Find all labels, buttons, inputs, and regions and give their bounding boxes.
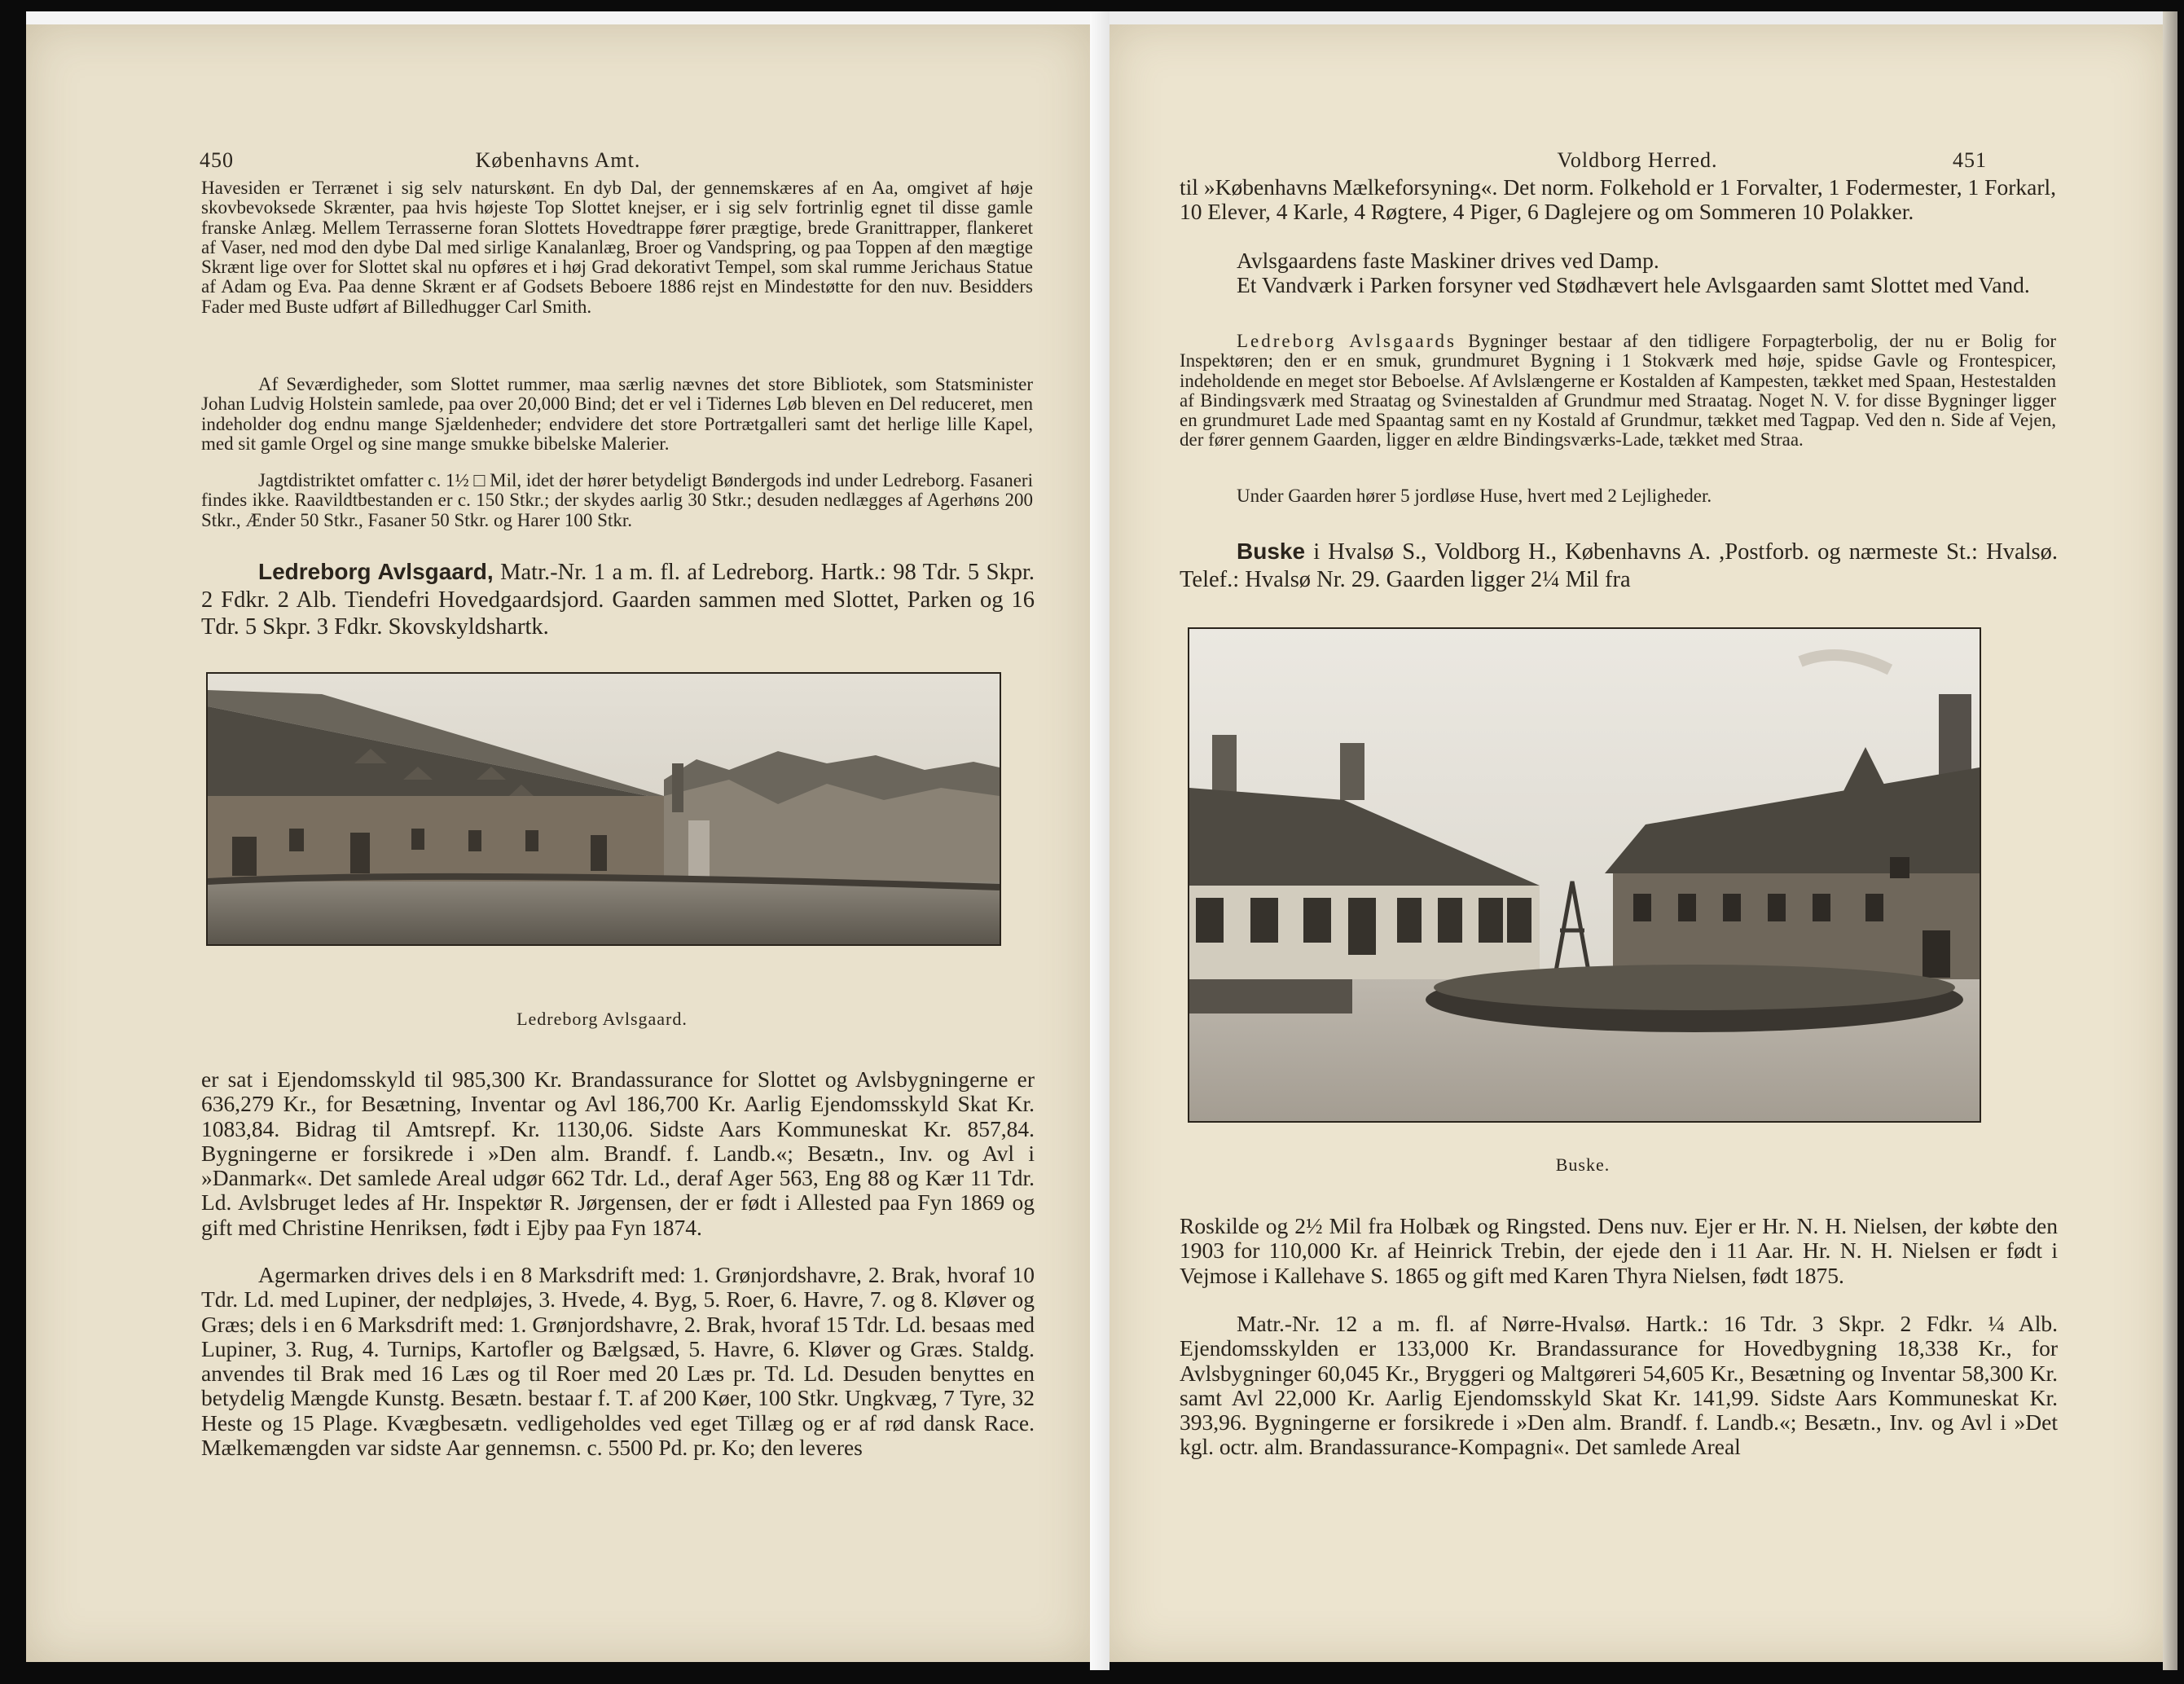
left-page bbox=[26, 24, 1090, 1662]
photo-ledreborg-image bbox=[208, 674, 1000, 944]
body-paragraph-1: Roskilde og 2½ Mil fra Holbæk og Ringsted. Dens nuv. Ejer er Hr. N. H. Nielsen, der købte den 1903 for 110,000 Kr. af Heinrick Trebin, der ejede den i 11 Aar. Hr. N. H. Nielsen er født i Vejmose i Kallehave S. 1865 og gift med Karen Thyra Nielsen, født 1875. bbox=[1180, 1213, 2058, 1288]
photo-buske-image bbox=[1189, 629, 1980, 1121]
photo-buske bbox=[1188, 627, 1981, 1123]
continuation-paragraph-3: Et Vandværk i Parken forsyner ved Stødhævert hele Avlsgaarden samt Slottet med Vand. bbox=[1237, 272, 2030, 297]
entry-ledreborg bbox=[201, 558, 1035, 641]
running-head: Københavns Amt. bbox=[475, 148, 641, 172]
bygninger-paragraph bbox=[1180, 332, 2056, 451]
huse-paragraph: Under Gaarden hører 5 jordløse Huse, hvert med 2 Lejligheder. bbox=[1237, 486, 1712, 506]
entry-name: Ledreborg Avlsgaard, bbox=[258, 559, 494, 584]
jagt-paragraph: Jagtdistriktet omfatter c. 1½ □ Mil, idet der hører betydeligt Bøndergods ind under Ledreborg. Fasaneri findes ikke. Raavildtbestanden er c. 150 Stkr.; der skydes aarlig 30 Stkr.; desuden nedlægges af Agerhøns 200 Stkr., Ænder 50 Stkr., Fasaner 50 Stkr. og Harer 100 Stkr. bbox=[201, 470, 1033, 530]
page-number: 450 bbox=[200, 148, 234, 172]
continuation-paragraph-2: Avlsgaardens faste Maskiner drives ved Damp. bbox=[1237, 248, 1659, 273]
photo-caption: Ledreborg Avlsgaard. bbox=[516, 1009, 688, 1029]
running-head: Voldborg Herred. bbox=[1557, 148, 1718, 172]
right-page bbox=[1110, 24, 2165, 1662]
body-paragraph-2: Matr.-Nr. 12 a m. fl. af Nørre-Hvalsø. Hartk.: 16 Tdr. 3 Skpr. 2 Fdkr. ¼ Alb. Ejendomsskylden er 133,000 Kr. Brandassurance for Hovedbygning 18,338 Kr., for Avlsbygninger 60,045 Kr., Bryggeri og Maltgøreri 54,605 Kr., Besætning og Inventar 58,300 Kr. samt Avl 22,000 Kr. Aarlig Ejendomsskyld Skat Kr. 141,99. Sidste Aars Kommuneskat Kr. 393,96. Bygningerne er forsikrede i »Den alm. Brandf. f. Landb.«; Besætn., Inv. og Avl i »Det kgl. octr. alm. Brandassurance-Kompagni«. Det samlede Areal bbox=[1180, 1311, 2058, 1460]
gutter bbox=[1090, 11, 1110, 1670]
photo-caption: Buske. bbox=[1555, 1154, 1611, 1175]
bygninger-text: Bygninger bestaar af den tidligere Forpagterbolig, der nu er Bolig for Inspektøren; den er en smuk, grundmuret Bygning i 1 Stokværk med høje, spidse Gavle og Frontespicer, indeholdende en meget stor Beboelse. Af Avlslængerne er Kostalden af Kampesten, tækket med Spaan, Hestestalden af Bindingsværk med Straatag og Svinestalden af Grundmur med Straatag. Noget N. V. for disse Bygninger ligger en grundmuret Lade med Spaantag samt en ny Kostald af Grundmur, tækket med Tagpap. Ved den n. Side af Vejen, der fører gennem Gaarden, ligger en ældre Bindingsværks-Lade, tækket med Straa. bbox=[1180, 331, 2057, 451]
continuation-paragraph-1: til »Københavns Mælkeforsyning«. Det norm. Folkehold er 1 Forvalter, 1 Fodermester, 1 Forkarl, 10 Elever, 4 Karle, 4 Røgtere, 4 Piger, 6 Daglejere og om Sommeren 10 Polakker. bbox=[1180, 174, 2056, 225]
entry-text: Matr.-Nr. 1 a m. fl. af Ledreborg. Hartk.: 98 Tdr. 5 Skpr. 2 Fdkr. 2 Alb. Tiendefri Hovedgaardsjord. Gaarden sammen med Slottet, Parken og 16 Tdr. 5 Skpr. 3 Fdkr. Skovskyldshartk. bbox=[201, 560, 1035, 640]
sevaerdigheder-paragraph: Af Seværdigheder, som Slottet rummer, maa særlig nævnes det store Bibliotek, som Statsminister Johan Ludvig Holstein samlede, paa over 20,000 Bind; det er vel i Tidernes Løb bleven en Del reduceret, men indeholder dog endnu mange Sjældenheder; endvidere det store Portrætgalleri samt det herlige lille Kapel, med sit gamle Orgel og sine mange smukke bibelske Malerier. bbox=[201, 374, 1033, 454]
photo-ledreborg-avlsgaard bbox=[206, 672, 1001, 946]
entry-name: Buske bbox=[1237, 539, 1306, 564]
right-edge bbox=[2163, 11, 2177, 1670]
page-number: 451 bbox=[1953, 148, 1987, 172]
entry-text: i Hvalsø S., Voldborg H., Københavns A. ,Postforb. og nærmeste St.: Hvalsø. Telef.: Hvalsø Nr. 29. Gaarden ligger 2¼ Mil fra bbox=[1180, 539, 2059, 592]
body-paragraph-2: Agermarken drives dels i en 8 Marksdrift med: 1. Grønjordshavre, 2. Brak, hvoraf 10 Tdr. Ld. med Lupiner, der nedpløjes, 3. Hvede, 4. Byg, 5. Roer, 6. Havre, 7. og 8. Kløver og Græs; dels i en 6 Marksdrift med: 1. Grønjordshavre, 2. Brak, hvoraf 15 Tdr. Ld. besaas med Lupiner, 3. Rug, 4. Turnips, Kartofler og Bælgsæd, 5. Havre, 6. Kløver og Græs. Staldg. anvendes til Brak med 16 Læs og til Roer med 20 Læs pr. Td. Ld. Desuden benyttes en betydelig Mængde Kunstg. Besætn. bestaar f. T. af 200 Køer, 100 Stkr. Ungkvæg, 7 Tyre, 32 Heste og 15 Plage. Kvægbesætn. vedligeholdes ved eget Tillæg og er af rød dansk Race. Mælkemængden var sidste Aar gennemsn. c. 5500 Pd. pr. Ko; den leveres bbox=[201, 1262, 1035, 1461]
intro-paragraph: Havesiden er Terrænet i sig selv naturskønt. En dyb Dal, der gennemskæres af en Aa, omgivet af høje skovbevoksede Skrænter, paa hvis højeste Top Slottet knejser, er i sig selv fortrinlig egnet til disse gamle franske Anlæg. Mellem Terrasserne foran Slottets Hovedtrappe fører prægtige, brede Granittrapper, flankeret af Vaser, ned mod den dybe Dal med sirlige Kanalanlæg, Broer og Vandspring, og paa Toppen af den mægtige Skrænt lige over for Slottet skal nu opføres et i høj Grad dekorativt Tempel, som skal rumme Jerichaus Statue af Adam og Eva. Paa denne Skrænt er af Godsets Beboere 1886 rejst en Mindestøtte for den nuv. Besidders Fader med Buste udført af Billedhugger Carl Smith. bbox=[201, 178, 1033, 317]
entry-buske bbox=[1180, 538, 2058, 593]
bygninger-lead: Ledreborg Avlsgaards bbox=[1237, 331, 1457, 351]
body-paragraph-1: er sat i Ejendomsskyld til 985,300 Kr. Brandassurance for Slottet og Avlsbygningerne er 636,279 Kr., for Besætning, Inventar og Avl 186,700 Kr. Aarlig Ejendomsskyld Skat Kr. 1083,84. Bidrag til Amtsrepf. Kr. 1130,06. Sidste Aars Kommuneskat Kr. 857,84. Bygningerne er forsikrede i »Den alm. Brandf. f. Landb.«; Besætn., Inv. og Avl i »Danmark«. Det samlede Areal udgør 662 Tdr. Ld., deraf Ager 563, Eng 88 og Kær 11 Tdr. Ld. Avlsbruget ledes af Hr. Inspektør R. Jørgensen, der er født i Allested paa Fyn 1869 og gift med Christine Henriksen, født i Ejby paa Fyn 1874. bbox=[201, 1066, 1035, 1240]
